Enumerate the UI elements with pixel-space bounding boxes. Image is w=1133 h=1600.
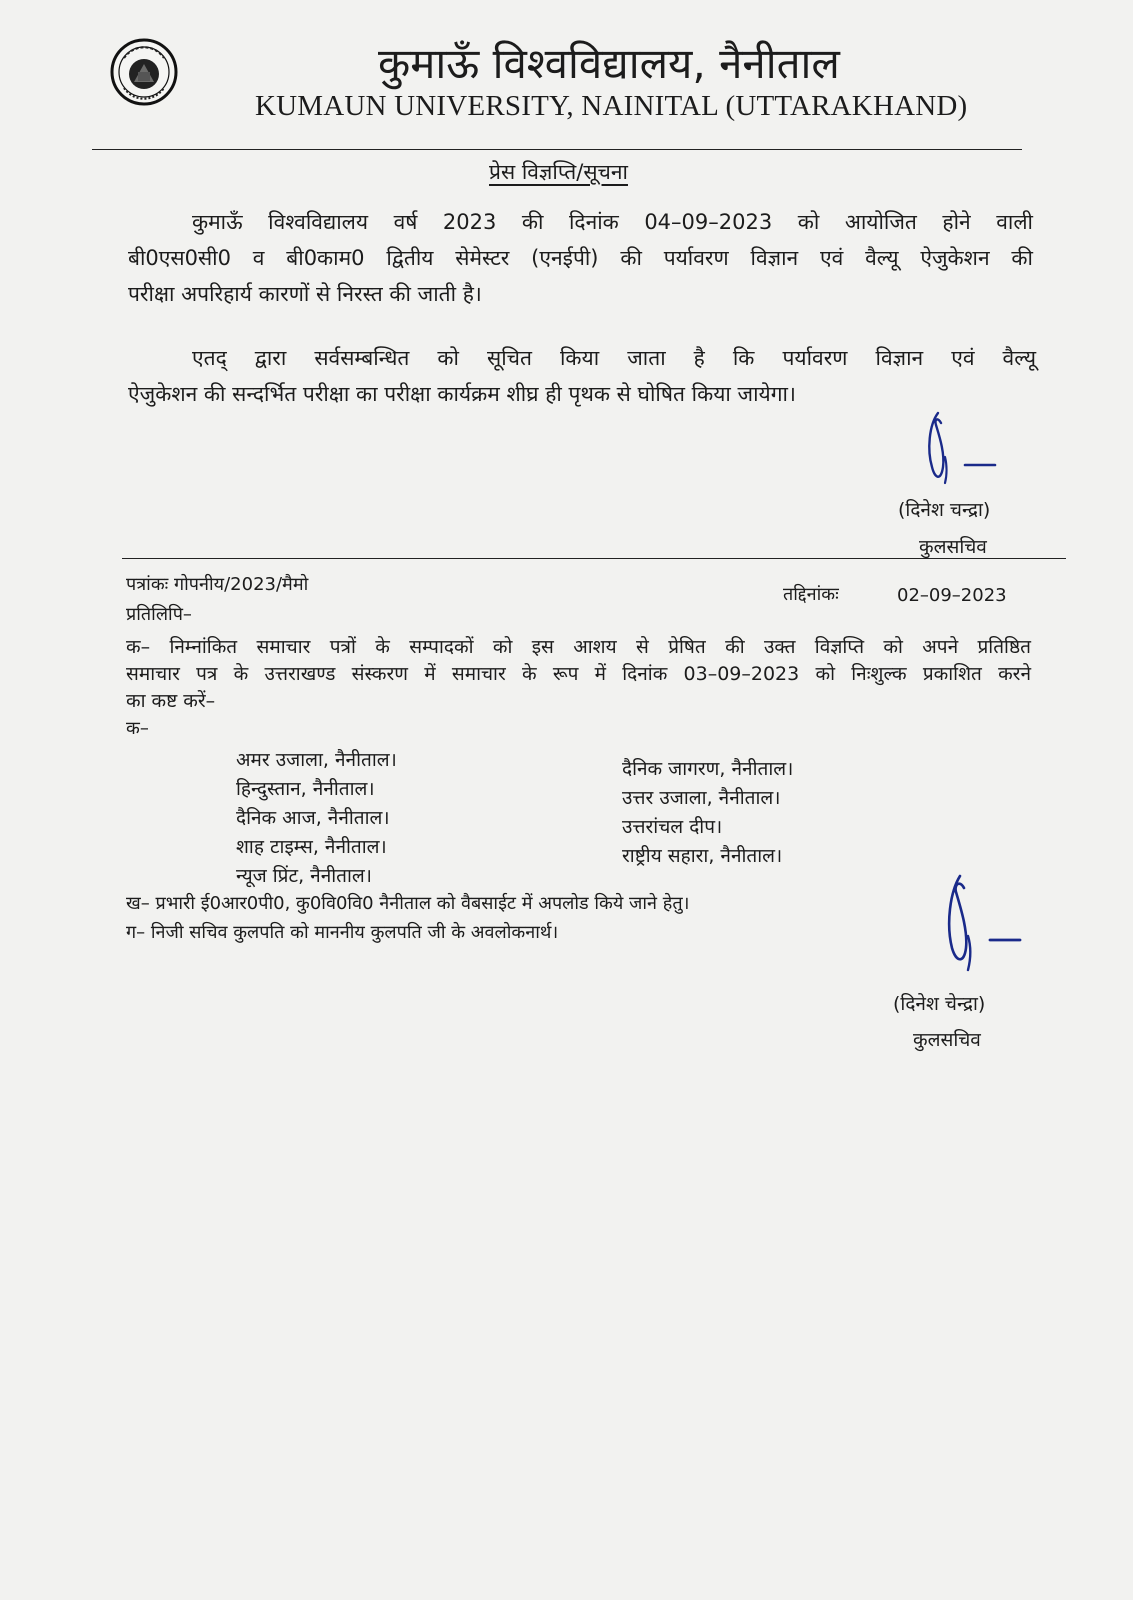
newspaper-item: उत्तर उजाला, नैनीताल।: [622, 787, 781, 809]
newspaper-list-right: [622, 755, 793, 871]
copy-item-kha: ख– प्रभारी ई0आर0पी0, कु0वि0वि0 नैनीताल को वैबसाईट में अपलोड किये जाने हेतु।: [126, 893, 690, 914]
memo-date-label: तद्दिनांकः: [783, 584, 839, 605]
newspaper-item: दैनिक आज, नैनीताल।: [236, 807, 390, 829]
paragraph-line: कुमाऊँ विश्वविद्यालय वर्ष 2023 की दिनांक 04–09–2023 को आयोजित होने वाली: [192, 210, 1033, 234]
newspaper-item: हिन्दुस्तान, नैनीताल।: [236, 778, 375, 800]
newspaper-item: उत्तरांचल दीप।: [622, 816, 723, 838]
copy-item-ka: [126, 634, 1031, 715]
copy-item-ga: ग– निजी सचिव कुलपति को माननीय कुलपति जी के अवलोकनार्थ।: [126, 922, 559, 943]
paragraph-line: ऐजुकेशन की सन्दर्भित परीक्षा का परीक्षा कार्यक्रम शीघ्र ही पृथक से घोषित किया जायेगा।: [128, 382, 796, 406]
signature-1-scribble: [905, 395, 1015, 495]
newspaper-item: अमर उजाला, नैनीताल।: [236, 749, 397, 771]
paragraph-line: एतद् द्वारा सर्वसम्बन्धित को सूचित किया जाता है कि पर्यावरण विज्ञान एवं वैल्यू: [192, 346, 1036, 370]
university-seal-logo: [110, 38, 178, 106]
signatory-designation: कुलसचिव: [919, 536, 987, 558]
notice-paragraph-2: [128, 340, 1036, 412]
paragraph-line: परीक्षा अपरिहार्य कारणों से निरस्त की जाती है।: [128, 282, 482, 306]
header-divider: [92, 149, 1022, 150]
signatory-name: (दिनेश चन्द्रा): [898, 499, 991, 521]
copy-to-label: प्रतिलिपि–: [126, 604, 192, 625]
newspaper-list-left: [236, 746, 397, 891]
newspaper-item: राष्ट्रीय सहारा, नैनीताल।: [622, 845, 783, 867]
paragraph-line: बी0एस0सी0 व बी0काम0 द्वितीय सेमेस्टर (एनईपी) की पर्यावरण विज्ञान एवं वैल्यू ऐजुकेशन की: [128, 246, 1033, 270]
memo-divider: [122, 558, 1066, 559]
signature-2-scribble: [920, 862, 1040, 982]
sub-item-ka: क–: [126, 718, 149, 739]
university-title-hindi: कुमाऊँ विश्वविद्यालय, नैनीताल: [378, 39, 840, 88]
signatory-designation: कुलसचिव: [913, 1029, 981, 1051]
notice-paragraph-1: [128, 204, 1033, 312]
memo-date-value: 02–09–2023: [897, 585, 1007, 606]
copy-item-line: समाचार पत्र के उत्तराखण्ड संस्करण में समाचार के रूप में दिनांक 03–09–2023 को निःशुल्क प्रकाशित करने: [126, 663, 1031, 685]
university-title-english: KUMAUN UNIVERSITY, NAINITAL (UTTARAKHAND): [255, 90, 968, 122]
newspaper-item: न्यूज प्रिंट, नैनीताल।: [236, 865, 372, 887]
newspaper-item: शाह टाइम्स, नैनीताल।: [236, 836, 387, 858]
copy-item-line: का कष्ट करें–: [126, 690, 216, 712]
memo-reference-number: पत्रांकः गोपनीय/2023/मैमो: [126, 574, 309, 595]
newspaper-item: दैनिक जागरण, नैनीताल।: [622, 758, 794, 780]
signatory-name: (दिनेश चेन्द्रा): [893, 993, 986, 1015]
copy-item-line: क– निम्नांकित समाचार पत्रों के सम्पादकों को इस आशय से प्रेषित की उक्त विज्ञप्ति को अपने प्रतिष्ठित: [126, 636, 1031, 658]
notice-heading: प्रेस विज्ञप्ति/सूचना: [489, 160, 628, 184]
